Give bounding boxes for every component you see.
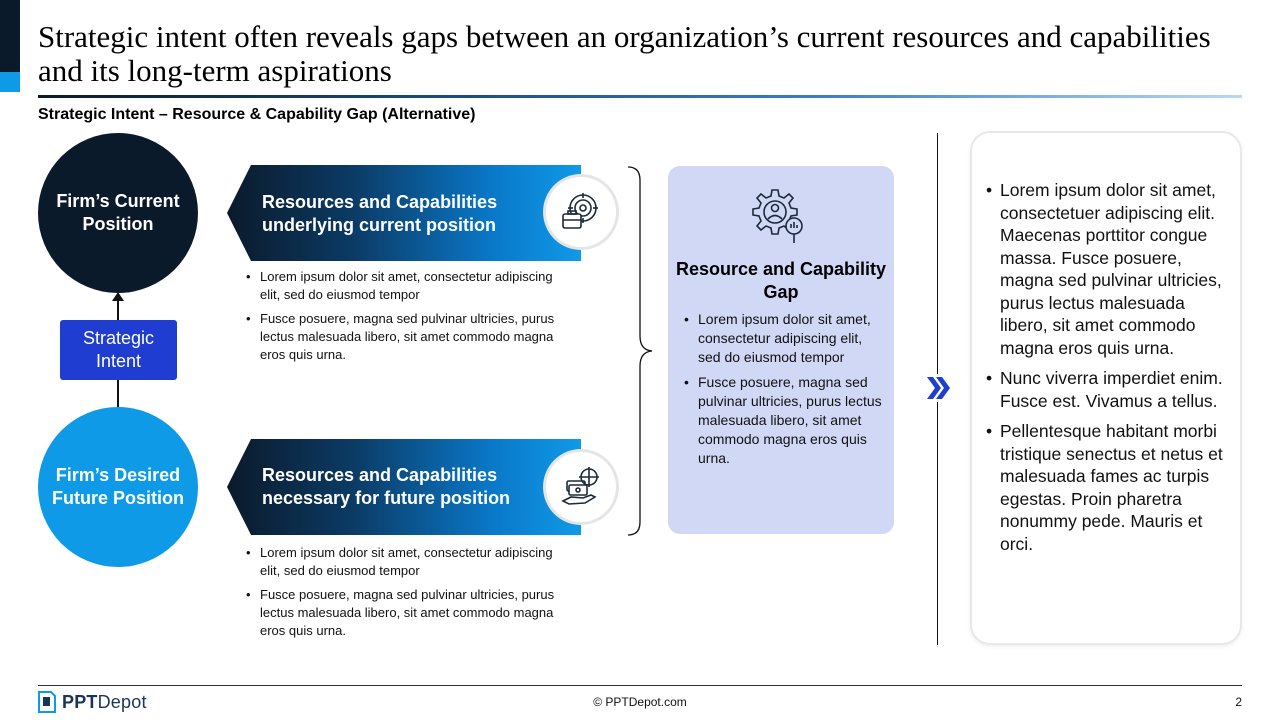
header-accent-dark (0, 0, 20, 72)
list-item: • Lorem ipsum dolor sit amet, consectetur adipiscing elit, sed do eiusmod tempor (684, 310, 882, 367)
future-resources-title: Resources and Capabilities necessary for future position (262, 465, 511, 508)
list-item: • Pellentesque habitant morbi tristique senectus et netus et malesuada fames ac turpis egestas. Proin pharetra nonummy pede. Mauris et orci. (986, 420, 1232, 555)
right-brace-icon (626, 166, 656, 536)
list-item: • Lorem ipsum dolor sit amet, consectetur adipiscing elit, sed do eiusmod tempor (246, 544, 566, 580)
logo-text (62, 692, 147, 713)
list-item: • Lorem ipsum dolor sit amet, consectetur adipiscing elit, sed do eiusmod tempor (246, 268, 566, 304)
gap-bullets (684, 310, 882, 474)
page-title: Strategic intent often reveals gaps between an organization’s current resources and capabilities and its long-term aspirations (38, 19, 1211, 88)
header-accent-blue (0, 72, 20, 92)
logo-text-rest: Depot (97, 691, 147, 712)
page-number: 2 (1235, 695, 1242, 709)
future-icon-badge (546, 452, 616, 522)
strategic-intent-box (60, 320, 177, 380)
copyright: © PPTDepot.com (593, 695, 687, 709)
current-position-label: Firm’s Current Position (56, 191, 180, 234)
gear-person-magnifier-icon (750, 186, 812, 246)
logo-text-bold: PPT (62, 691, 98, 712)
arrow-up-icon (112, 292, 124, 301)
gap-title: Resource and Capability Gap (675, 259, 887, 302)
list-item: • Fusce posuere, magna sed pulvinar ultricies, purus lectus malesuada libero, sit amet commodo magna eros quis urna. (684, 373, 882, 468)
list-item: • Fusce posuere, magna sed pulvinar ultricies, purus lectus malesuada libero, sit amet commodo magna eros quis urna. (246, 586, 566, 640)
briefcase-target-icon (559, 190, 603, 234)
title-underline (38, 95, 1242, 98)
list-item: • Fusce posuere, magna sed pulvinar ultricies, purus lectus malesuada libero, sit amet commodo magna eros quis urna. (246, 310, 566, 364)
slide-subtitle: Strategic Intent – Resource & Capability Gap (Alternative) (38, 106, 476, 123)
strategic-intent-label: Strategic Intent (82, 328, 155, 371)
summary-bullets (986, 179, 1232, 563)
hand-money-target-icon (559, 465, 603, 509)
list-item: • Lorem ipsum dolor sit amet, consectetuer adipiscing elit. Maecenas porttitor congue massa. Fusce posuere, magna sed pulvinar ultricies, purus lectus malesuada libero, sit amet commodo magna eros quis urna. (986, 179, 1232, 359)
double-chevron-right-icon (924, 374, 954, 402)
current-position-circle (38, 133, 198, 293)
future-position-label: Firm’s Desired Future Position (52, 465, 184, 508)
logo-mark-icon (38, 691, 56, 713)
logo (38, 689, 147, 715)
list-item: • Nunc viverra imperdiet enim. Fusce est. Vivamus a tellus. (986, 367, 1232, 412)
footer-rule (38, 685, 1242, 686)
current-resources-title: Resources and Capabilities underlying current position (262, 192, 498, 235)
future-position-circle (38, 407, 198, 567)
current-icon-badge (546, 177, 616, 247)
current-resources-bullets (246, 268, 566, 370)
future-resources-bullets (246, 544, 566, 646)
